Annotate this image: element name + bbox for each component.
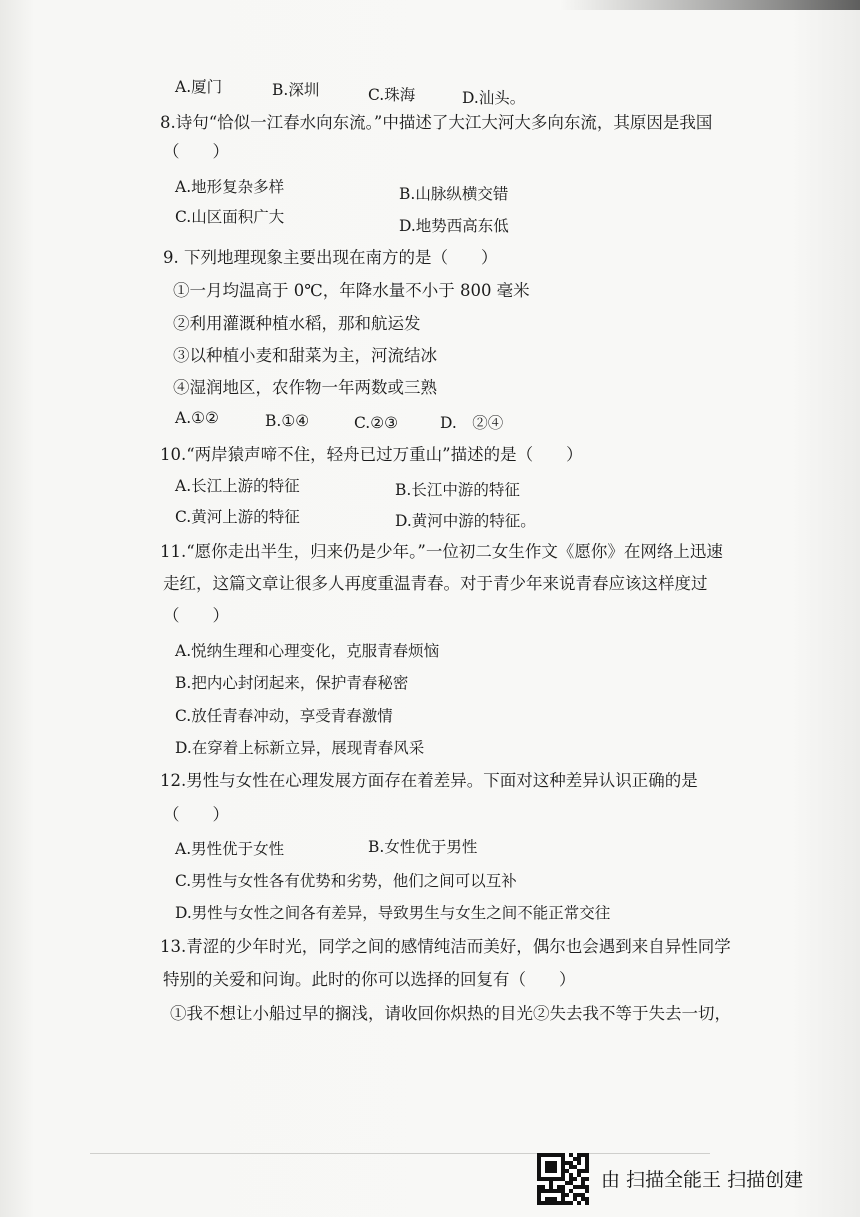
question-line: 8.诗句“恰似一江春水向东流。”中描述了大江大河大多向东流，其原因是我国 <box>160 113 713 132</box>
question-line: 13.青涩的少年时光，同学之间的感情纯洁而美好，偶尔也会遇到来自异性同学 <box>160 937 731 956</box>
question-line: ②利用灌溉种植水稻，那和航运发 <box>173 314 421 333</box>
question-line: ④湿润地区，农作物一年两数或三熟 <box>173 378 437 397</box>
page-footer-line <box>90 1153 710 1154</box>
answer-option: B.长江中游的特征 <box>395 481 520 499</box>
question-line: 9. 下列地理现象主要出现在南方的是（ ） <box>163 248 498 267</box>
answer-option: C.珠海 <box>368 86 416 104</box>
answer-option: D.在穿着上标新立异，展现青春风采 <box>175 739 425 757</box>
question-line: 11.“愿你走出半生，归来仍是少年。”一位初二女生作文《愿你》在网络上迅速 <box>160 542 723 561</box>
question-line: 12.男性与女性在心理发展方面存在着差异。下面对这种差异认识正确的是 <box>160 771 698 790</box>
answer-option: D.黄河中游的特征。 <box>395 512 536 530</box>
answer-option: A.①② <box>175 409 219 427</box>
question-line: 10.“两岸猿声啼不住，轻舟已过万重山”描述的是（ ） <box>160 445 583 464</box>
answer-option: C.黄河上游的特征 <box>175 508 300 526</box>
answer-option: A.长江上游的特征 <box>175 477 300 495</box>
question-line: （ ） <box>163 142 229 161</box>
answer-option: B.把内心封闭起来，保护青春秘密 <box>175 674 409 692</box>
scan-edge-shadow <box>560 0 860 10</box>
question-line: （ ） <box>163 805 229 824</box>
answer-option: C.②③ <box>354 414 399 432</box>
qr-code-icon <box>537 1153 589 1205</box>
question-line: ③以种植小麦和甜菜为主，河流结冰 <box>173 346 437 365</box>
answer-option: C.放任青春冲动，享受青春激情 <box>175 707 393 725</box>
question-line: （ ） <box>163 606 229 625</box>
answer-option: A.厦门 <box>175 78 223 96</box>
answer-option: D.汕头。 <box>462 89 526 107</box>
answer-option: D. ②④ <box>440 414 504 432</box>
question-line: 特别的关爱和问询。此时的你可以选择的回复有（ ） <box>163 970 576 989</box>
answer-option: B.山脉纵横交错 <box>399 185 509 203</box>
answer-option: B.深圳 <box>272 81 320 99</box>
answer-option: D.男性与女性之间各有差异，导致男生与女生之间不能正常交往 <box>175 904 611 922</box>
question-line: ①一月均温高于 0℃，年降水量不小于 800 毫米 <box>173 281 530 300</box>
answer-option: C.山区面积广大 <box>175 208 285 226</box>
answer-option: D.地势西高东低 <box>399 217 509 235</box>
scanner-watermark: 由 扫描全能王 扫描创建 <box>601 1169 804 1191</box>
question-line: 走红，这篇文章让很多人再度重温青春。对于青少年来说青春应该这样度过 <box>163 574 708 593</box>
answer-option: A.地形复杂多样 <box>175 178 285 196</box>
answer-option: C.男性与女性各有优势和劣势，他们之间可以互补 <box>175 872 517 890</box>
answer-option: B.女性优于男性 <box>368 838 478 856</box>
answer-option: A.悦纳生理和心理变化，克服青春烦恼 <box>175 642 440 660</box>
answer-option: B.①④ <box>265 412 310 430</box>
answer-option: A.男性优于女性 <box>175 840 285 858</box>
question-line: ①我不想让小船过早的搁浅，请收回你炽热的目光②失去我不等于失去一切， <box>170 1004 731 1023</box>
